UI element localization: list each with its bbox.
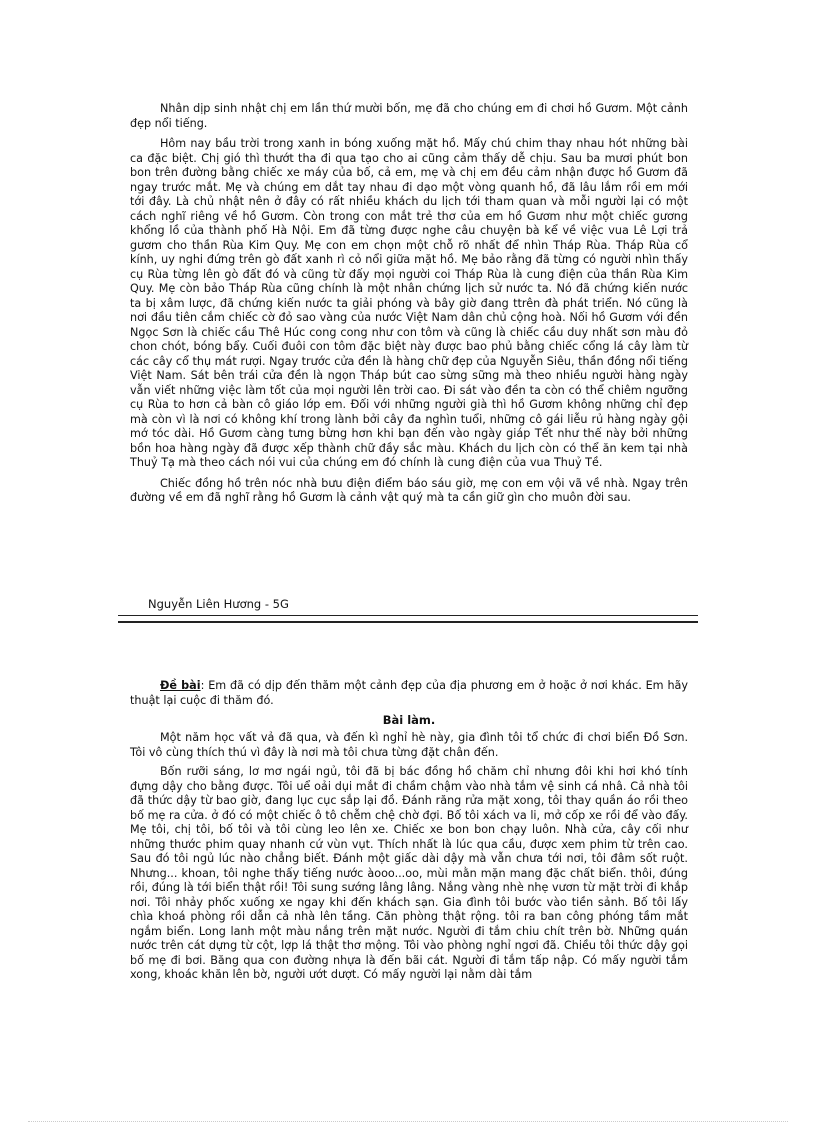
- second-essay: [130, 679, 688, 983]
- section-divider: [118, 615, 698, 623]
- prompt-label: Đề bài: [160, 679, 201, 692]
- essay-heading: Bài làm.: [382, 713, 436, 727]
- page-bottom-edge: [28, 1121, 788, 1122]
- author-signature: Nguyễn Liên Hương - 5G: [148, 597, 289, 611]
- essay-paragraph: Hôm nay bầu trời trong xanh in bóng xuống mặt hồ. Mấy chú chim thay nhau hót những bài ca đặc biệt. Chị gió thì thướt tha đi qua tạo cho ai cũng cảm thấy dễ chịu. Sau ba mươi phút bon bon trên đường bằng chiếc xe máy của bố, cả em, mẹ và chị em đều cảm nhận được hồ Gươm đã ngay trước mắt. Mẹ và chúng em dắt tay nhau đi dạo một vòng quanh hồ, đã lâu lắm rồi em mới tới đây. Là chủ nhật nên ở đây có rất nhiều khách du lịch tới tham quan và mỗi người lại có một cách nghĩ riêng về hồ Gươm. Còn trong con mắt trẻ thơ của em hồ Gươm như một chiếc gương khổng lồ của thành phố Hà Nội. Em đã từng được nghe câu chuyện bà kể về việc vua Lê Lợi trả gươm cho thần Rùa Kim Quy. Mẹ con em chọn một chỗ rõ nhất để nhìn Tháp Rùa. Tháp Rùa cổ kính, uy nghi đứng trên gò đất xanh rì cỏ nổi giữa mặt hồ. Mẹ bảo rằng đã từng có người nhìn thấy cụ Rùa từng lên gò đất đó và cũng từ đấy mọi người coi Tháp Rùa là cung điện của thần Rùa Kim Quy. Mẹ còn bảo Tháp Rùa cũng chính là một nhân chứng lịch sử nước ta. Nó đã chứng kiến nước ta bị xâm lược, đã chứng kiến nước ta giải phóng và bây giờ đang ttrên đà phát triển. Nó cũng là nơi đầu tiên cắm chiếc cờ đỏ sao vàng của nước Việt Nam dân chủ cộng hoà. Nối hồ Gươm với đền Ngọc Sơn là chiếc cầu Thê Húc cong cong như con tôm và cũng là chiếc cầu duy nhất sơn màu đỏ chon chót, bóng bẩy. Cuối đuôi con tôm đặc biệt này được bao phủ bằng chiếc cổng lá cây làm từ các cây cổ thụ mát rượi. Ngay trước cửa đền là hàng chữ đẹp của Nguyễn Siêu, thần đồng nổi tiếng Việt Nam. Sát bên trái cửa đền là ngọn Tháp bút cao sừng sững mà theo nhiều người hàng ngày vẫn viết những việc làm tốt của mọi người lên trời cao. Đi sát vào đền ta còn có thể chiêm ngưỡng cụ Rùa to hơn cả bàn cô giáo lớp em. Đối với những người già thì hồ Gươm không những chỉ đẹp mà còn vì là nơi có không khí trong lành bởi cây đa nghìn tuổi, những cô gái liễu rủ hàng ngày gội mớ tóc dài. Hồ Gươm càng tưng bừng hơn khi bạn đến vào ngày giáp Tết như thế này bởi những bồn hoa hàng ngày đã được xếp thành chữ đầy sắc màu. Khách du lịch còn có thể ăn kem tại nhà Thuỷ Tạ mà theo cách nói vui của chúng em đó chính là cung điện của vua Thuỷ Tề.: [130, 137, 688, 469]
- essay-paragraph: Bốn rưỡi sáng, lơ mơ ngái ngủ, tôi đã bị bác đồng hồ chăm chỉ nhưng đôi khi hơi khó tính đựng dậy cho bằng được. Tôi uể oải dụi mắt đi chầm chậm vào nhà tắm vệ sinh cá nhâ. Cả nhà tôi đã thức dậy từ bao giờ, đang lục cục sắp lại đồ. Đánh răng rửa mặt xong, tôi thay quần áo rồi theo bố mẹ ra cửa. ở đó có một chiếc ô tô chễm chệ chờ đợi. Bố tôi xách va li, mở cốp xe rồi để vào đấy. Mẹ tôi, chị tôi, bố tôi và tôi cùng leo lên xe. Chiếc xe bon bon chạy luôn. Nhà cửa, cây cối như những thước phim quay nhanh cứ vùn vụt. Thích nhất là lúc qua cầu, được xem phim từ trên cao. Sau đó tôi ngủ lúc nào chẳng biết. Đánh một giấc dài dậy mà vẫn chưa tới nơi, tôi đâm sốt ruột. Nhưng... khoan, tôi nghe thấy tiếng nước àooo...oo, mùi mằn mặn mang đặc chất biển. thôi, đúng rồi, đúng là tới biển thật rồi! Tôi sung sướng lâng lâng. Nắng vàng nhè nhẹ vươn từ mặt trời đi khắp nơi. Tôi nhảy phốc xuống xe ngay khi đến khách sạn. Gia đình tôi bước vào tiền sảnh. Bố tôi lấy chìa khoá phòng rồi dẫn cả nhà lên tầng. Căn phòng thật rộng. tôi ra ban công phóng tầm mắt ngắm biển. Long lanh một màu nắng trên mặt nước. Người đi tắm chiu chít trên bờ. Những quán nước trên cát dựng từ cột, lợp lá thật thơ mộng. Tôi vào phòng nghỉ ngơi đã. Chiều tôi thức dậy gọi bố mẹ đi bơi. Băng qua con đường nhựa là đến bãi cát. Người đi tắm tấp nập. Có mấy người tắm xong, khoác khăn lên bờ, người ướt dượt. Có mấy người lại nằm dài tắm: [130, 765, 688, 981]
- essay-paragraph: Nhân dịp sinh nhật chị em lần thứ mười bốn, mẹ đã cho chúng em đi chơi hồ Gươm. Một cảnh đẹp nổi tiếng.: [130, 102, 688, 130]
- essay-paragraph: Chiếc đồng hồ trên nóc nhà bưu điện điểm báo sáu giờ, mẹ con em vội vã về nhà. Ngay trên đường về em đã nghĩ rằng hồ Gươm là cảnh vật quý mà ta cần giữ gìn cho muôn đời sau.: [130, 476, 688, 504]
- prompt-text: : Em đã có dịp đến thăm một cảnh đẹp của địa phương em ở hoặc ở nơi khác. Em hãy thuật lại cuộc đi thăm đó.: [130, 679, 689, 707]
- essay-paragraph: Một năm học vất vả đã qua, và đến kì nghỉ hè này, gia đình tôi tổ chức đi chơi biển Đồ Sơn. Tôi vô cùng thích thú vì đây là nơi mà tôi chưa từng đặt chân đến.: [130, 731, 688, 759]
- assignment-prompt: [130, 679, 688, 708]
- first-essay: [130, 102, 688, 506]
